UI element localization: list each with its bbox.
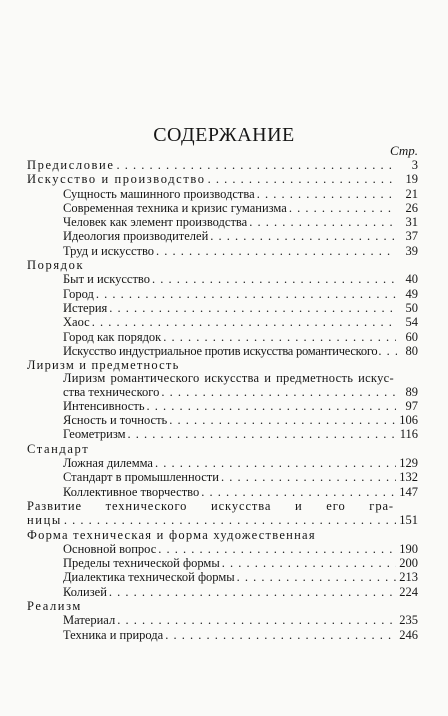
toc-entry-title: Ясность и точность: [63, 413, 168, 428]
toc-entry-title: Идеология производителей: [63, 229, 209, 244]
toc-entry-page: 200: [399, 556, 418, 571]
dot-leader: [210, 229, 396, 243]
dot-leader: [289, 201, 396, 215]
dot-leader: [109, 585, 396, 599]
toc-entry-title: Лиризм романтического искусства и предметность искус-: [63, 371, 394, 386]
toc-entry-title: Реализм: [27, 598, 82, 613]
toc-entry: [27, 287, 418, 301]
toc-entry-title: Предисловие: [27, 158, 115, 172]
toc-entry-page: 40: [405, 272, 418, 287]
dot-leader: [237, 570, 396, 584]
toc-entry-title: Развитие технического искусства и его гра-: [27, 498, 394, 513]
dot-leader: [257, 187, 396, 201]
dot-leader: [221, 470, 396, 484]
toc-entry-page: 129: [399, 456, 418, 471]
toc-entry: [27, 556, 418, 570]
toc-entry-line-2: [27, 386, 418, 399]
toc-entry-line-1: [27, 372, 418, 385]
toc-entry-page: 106: [399, 413, 418, 428]
toc-entry-title: Истерия: [63, 300, 108, 315]
toc-entry-title: Техника и природа: [63, 627, 164, 642]
toc-entry-title: Стандарт в промышленности: [63, 470, 219, 485]
toc-entry-page: 213: [399, 570, 418, 585]
dot-leader: [169, 413, 396, 427]
toc-entry: [27, 570, 418, 584]
toc-entry-title: Искусство индустриальное против искусства романтического: [63, 343, 378, 358]
toc-entry: [27, 628, 418, 642]
toc-entry-title: Город: [63, 286, 94, 301]
toc-entry: [27, 456, 418, 470]
toc-entry: [27, 201, 418, 215]
dot-leader: [152, 272, 396, 286]
dot-leader: [201, 485, 396, 499]
dot-leader: [222, 556, 396, 570]
toc-entry-page: 37: [405, 229, 418, 244]
toc-entry-title-continued: ницы: [27, 513, 62, 528]
toc-entry: [27, 272, 418, 286]
toc-entry-page: 19: [405, 172, 418, 187]
toc-entry-title: Современная техника и кризис гуманизма: [63, 200, 287, 215]
toc-entry-title: Город как порядок: [63, 329, 162, 344]
toc-section-heading: [27, 258, 418, 272]
toc-entry-title: Колизей: [63, 584, 107, 599]
toc-entry-title-continued: ства технического: [63, 384, 160, 399]
toc-entry-page: 49: [405, 286, 418, 301]
toc-section-heading: [27, 358, 418, 372]
dot-leader: [165, 628, 396, 642]
toc-entry-title: Искусство и производство: [27, 172, 206, 187]
dot-leader: [147, 399, 396, 413]
toc-entry: [27, 427, 418, 441]
toc-entry-page: 132: [399, 470, 418, 485]
toc-entry-title: Пределы технической формы: [63, 556, 220, 571]
toc-entry-page: 21: [405, 186, 418, 201]
toc-entry-page: 50: [405, 300, 418, 315]
toc-entry-page: 235: [399, 613, 418, 628]
toc-entry-line-2: [27, 513, 418, 527]
dot-leader: [156, 244, 396, 258]
dot-leader: [96, 287, 396, 301]
dot-leader: [158, 542, 396, 556]
page-column-label: Стр.: [390, 143, 418, 158]
dot-leader: [109, 301, 396, 315]
toc-section-heading: [27, 528, 418, 542]
toc-entry: [27, 542, 418, 556]
toc-entry-page: 39: [405, 243, 418, 258]
toc-entry-title: Форма техническая и форма художественная: [27, 527, 316, 542]
toc-entry-title: Интенсивность: [63, 398, 145, 413]
toc-entry-page: 89: [405, 384, 418, 399]
toc-entry-title: Сущность машинного производства: [63, 186, 255, 201]
toc-entry: [27, 244, 418, 258]
dot-leader: [163, 330, 396, 344]
toc-entry-page: 190: [399, 541, 418, 556]
toc-entry-title: Хаос: [63, 315, 90, 330]
toc-entry-title: Труд и искусство: [63, 243, 155, 258]
dot-leader: [378, 344, 397, 358]
toc-entry-page: 60: [405, 329, 418, 344]
toc-entry-title: Коллективное творчество: [63, 484, 200, 499]
toc-entry: [27, 229, 418, 243]
dot-leader: [208, 172, 396, 186]
dot-leader: [117, 613, 396, 627]
toc-entry: [27, 470, 418, 484]
dot-leader: [128, 427, 396, 441]
toc-entry-title: Диалектика технической формы: [63, 570, 235, 585]
toc-entry-page: 147: [399, 484, 418, 499]
dot-leader: [92, 315, 396, 329]
toc-entry-page: 97: [405, 398, 418, 413]
toc-entry-title: Человек как элемент производства: [63, 215, 248, 230]
toc-entry-page: 31: [405, 215, 418, 230]
toc-entry: [27, 215, 418, 229]
toc-entry: [27, 585, 418, 599]
toc-entry-page: 3: [411, 158, 418, 172]
toc-section-heading: [27, 599, 418, 613]
table-of-contents: [27, 158, 418, 642]
toc-entry-page: 224: [399, 584, 418, 599]
toc-entry-title: Основной вопрос: [63, 541, 157, 556]
dot-leader: [161, 386, 396, 399]
toc-entry-title: Порядок: [27, 258, 85, 273]
toc-entry: [27, 485, 418, 499]
dot-leader: [249, 215, 396, 229]
toc-entry: [27, 301, 418, 315]
toc-entry: [27, 158, 418, 172]
toc-entry-title: Ложная дилемма: [63, 456, 153, 471]
dot-leader: [64, 513, 396, 527]
toc-section-heading: [27, 442, 418, 456]
dot-leader: [117, 158, 397, 172]
toc-entry-page: 54: [405, 315, 418, 330]
toc-entry-line-1: [27, 499, 418, 513]
toc-entry: [27, 413, 418, 427]
toc-entry: [27, 172, 418, 186]
toc-entry: [27, 315, 418, 329]
toc-entry-title: Лиризм и предметность: [27, 358, 180, 373]
toc-entry-title: Стандарт: [27, 441, 90, 456]
toc-entry-title: Быт и искусство: [63, 272, 150, 287]
toc-entry-page: 26: [405, 200, 418, 215]
toc-entry: [27, 330, 418, 344]
contents-heading: СОДЕРЖАНИЕ: [153, 124, 295, 146]
toc-entry-page: 151: [399, 513, 418, 528]
toc-entry: [27, 344, 418, 358]
toc-entry-page: 246: [399, 627, 418, 642]
toc-entry-page: 116: [399, 427, 418, 442]
toc-entry: [27, 399, 418, 413]
toc-entry-page: 80: [405, 343, 418, 358]
toc-entry: [27, 613, 418, 627]
toc-entry: [27, 187, 418, 201]
toc-entry-title: Материал: [63, 613, 116, 628]
toc-entry-title: Геометризм: [63, 427, 126, 442]
dot-leader: [155, 456, 396, 470]
